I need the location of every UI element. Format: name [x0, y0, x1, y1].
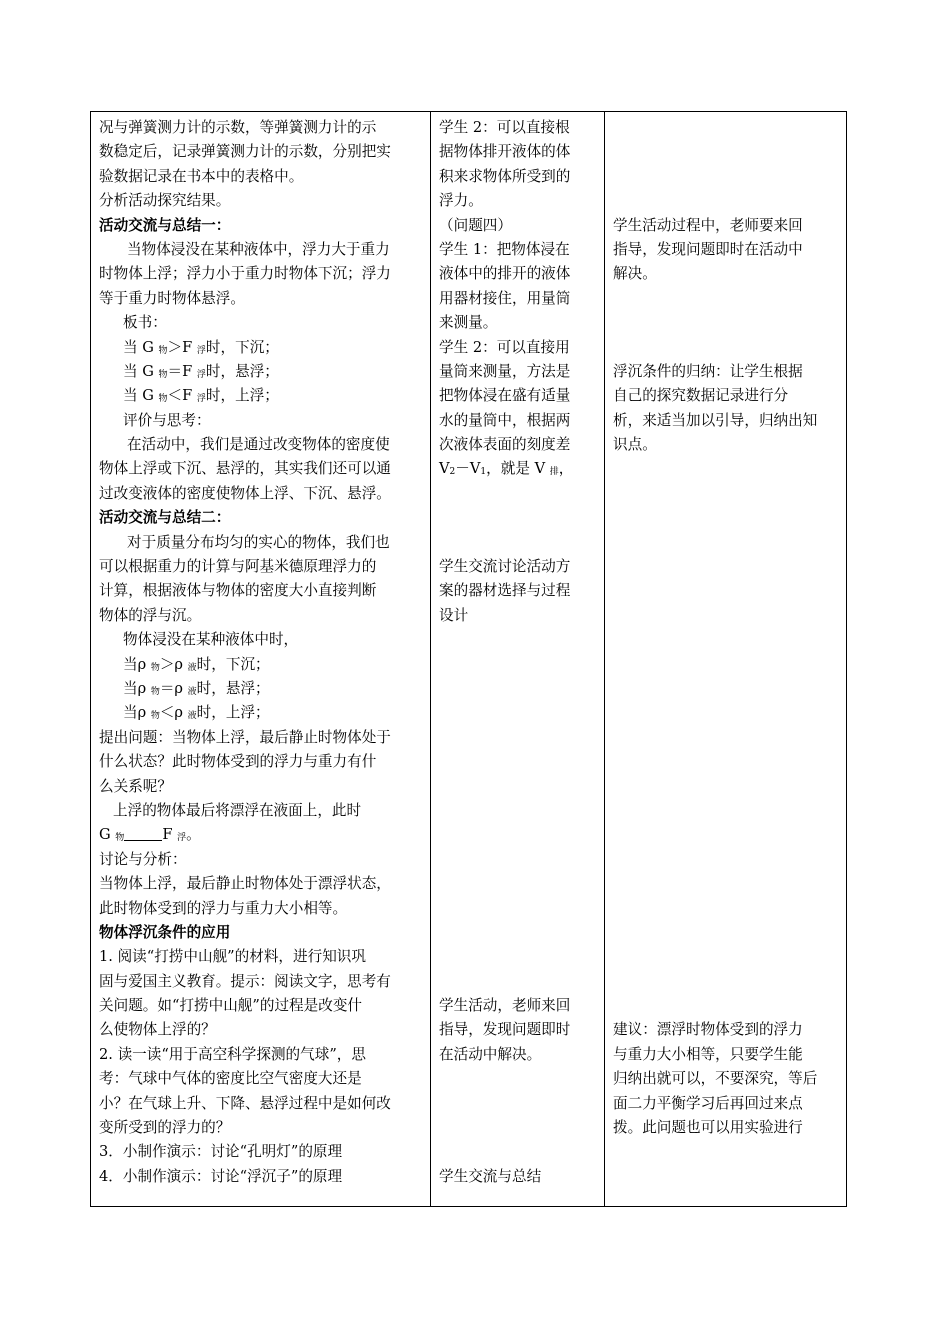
text-line: 此时物体受到的浮力与重力大小相等。 [99, 899, 348, 917]
text-line: 水的量筒中，根据两 [439, 411, 571, 429]
text-line: 过改变液体的密度使物体上浮、下沉、悬浮。 [99, 484, 391, 502]
text-line: 指导，发现问题即时在活动中 [613, 240, 803, 258]
lesson-plan-table [90, 111, 847, 1207]
text-line: 案的器材选择与过程 [439, 582, 571, 600]
text-line: 验数据记录在书本中的表格中。 [99, 167, 304, 185]
text-line: 物体上浮或下沉、悬浮的，其实我们还可以通 [99, 460, 391, 478]
text-line: 浮力。 [439, 192, 483, 210]
text-line: 当物体浸没在某种液体中，浮力大于重力 [127, 240, 390, 258]
section-heading-applications: 物体浮沉条件的应用 [99, 923, 231, 941]
text-line: 自己的探究数据记录进行分 [613, 387, 789, 405]
text-line: （问题四） [439, 216, 512, 234]
text-line: 解决。 [613, 265, 657, 283]
suspend-condition-line: 当 G $_物$＝F $_浮$时，悬浮； [123, 362, 279, 380]
section-heading-summary-two: 活动交流与总结二： [99, 509, 231, 527]
text-line: 析，来适当加以引导，归纳出知 [613, 411, 818, 429]
text-line: 学生活动，老师来回 [439, 997, 571, 1015]
text-line: 归纳出就可以，不要深究，等后 [613, 1070, 818, 1088]
text-line: 提出问题：当物体上浮，最后静止时物体处于 [99, 728, 391, 746]
volume-formula-line: $V_2-V_1$，就是 V $_排$， [439, 460, 574, 478]
section-heading-summary-one: 活动交流与总结一： [99, 216, 231, 234]
text-line: 4．小制作演示：讨论“浮沉子”的原理 [99, 1167, 343, 1185]
teaching-content-column [91, 112, 431, 1206]
text-line: 拨。此问题也可以用实验进行 [613, 1119, 803, 1137]
student-activity-column [431, 112, 605, 1206]
text-line: 学生 2：可以直接根 [439, 119, 570, 136]
text-line: 面二力平衡学习后再回过来点 [613, 1094, 803, 1112]
text-line: 学生交流与总结 [439, 1167, 542, 1185]
text-line: 么关系呢？ [99, 777, 172, 795]
fill-blank-line: G $_物$ F $_浮$。 [99, 826, 201, 844]
text-line: 用器材接住，用量筒 [439, 289, 571, 307]
text-line: 次液体表面的刻度差 [439, 436, 571, 454]
text-line: 指导，发现问题即时 [439, 1021, 571, 1039]
text-line: 可以根据重力的计算与阿基米德原理浮力的 [99, 558, 377, 576]
text-line: 物体的浮与沉。 [99, 606, 202, 624]
density-sink-line: 当ρ $_物$＞ρ $_液$时，下沉； [123, 655, 270, 673]
text-line: 关问题。如“打捞中山舰”的过程是改变什 [99, 997, 363, 1015]
text-line: 对于质量分布均匀的实心的物体，我们也 [127, 533, 390, 551]
text-line: 物体浸没在某种液体中时， [123, 631, 299, 649]
density-suspend-line: 当ρ $_物$＝ρ $_液$时，悬浮； [123, 679, 270, 697]
text-line: 把物体浸在盛有适量 [439, 387, 571, 405]
text-line: 数稳定后，记录弹簧测力计的示数，分别把实 [99, 143, 391, 161]
text-line: 据物体排开液体的体 [439, 143, 571, 161]
text-line: 学生 2：可以直接用 [439, 338, 570, 356]
text-line: 在活动中，我们是通过改变物体的密度使 [127, 436, 390, 454]
text-line: 时物体上浮；浮力小于重力时物体下沉；浮力 [99, 265, 391, 283]
text-line: 分析活动探究结果。 [99, 192, 231, 210]
answer-blank [124, 826, 162, 841]
text-line: 考：气球中气体的密度比空气密度大还是 [99, 1070, 362, 1088]
text-line: 量筒来测量，方法是 [439, 362, 571, 380]
text-line: 上浮的物体最后将漂浮在液面上，此时 [113, 801, 362, 819]
board-writing-label: 板书： [123, 314, 167, 332]
text-line: 液体中的排开的液体 [439, 265, 571, 283]
text-line: 学生活动过程中，老师要来回 [613, 216, 803, 234]
sink-condition-line: 当 G $_物$＞F $_浮$时，下沉； [123, 338, 279, 356]
text-line: 学生 1：把物体浸在 [439, 240, 570, 258]
text-line: 变所受到的浮力的？ [99, 1119, 231, 1137]
text-line: 来测量。 [439, 314, 498, 332]
text-line: 小？在气球上升、下降、悬浮过程中是如何改 [99, 1094, 391, 1112]
text-line: 识点。 [613, 436, 657, 454]
text-line: 2. 读一读“用于高空科学探测的气球”，思 [99, 1045, 366, 1063]
float-condition-line: 当 G $_物$＜F $_浮$时，上浮； [123, 387, 279, 405]
text-line: 积来求物体所受到的 [439, 167, 571, 185]
text-line: 在活动中解决。 [439, 1045, 542, 1063]
evaluation-label: 评价与思考： [123, 411, 211, 429]
text-line: 等于重力时物体悬浮。 [99, 289, 245, 307]
text-line: 况与弹簧测力计的示数，等弹簧测力计的示 [99, 119, 377, 136]
text-line: 讨论与分析： [99, 850, 187, 868]
text-line: 与重力大小相等，只要学生能 [613, 1045, 803, 1063]
text-line: 建议：漂浮时物体受到的浮力 [613, 1021, 803, 1039]
text-line: 设计 [439, 606, 469, 624]
density-float-line: 当ρ $_物$＜ρ $_液$时，上浮； [123, 704, 270, 722]
text-line: 什么状态？此时物体受到的浮力与重力有什 [99, 753, 377, 771]
text-line: 固与爱国主义教育。提示：阅读文字，思考有 [99, 972, 391, 990]
text-line: 1. 阅读“打捞中山舰”的材料，进行知识巩 [99, 948, 366, 966]
text-line: 3．小制作演示：讨论“孔明灯”的原理 [99, 1143, 343, 1161]
text-line: 学生交流讨论活动方 [439, 558, 571, 576]
text-line: 计算，根据液体与物体的密度大小直接判断 [99, 582, 377, 600]
design-intent-column [605, 112, 846, 1206]
text-line: 么使物体上浮的？ [99, 1021, 216, 1039]
text-line: 浮沉条件的归纳：让学生根据 [613, 362, 803, 380]
text-line: 当物体上浮，最后静止时物体处于漂浮状态， [99, 875, 391, 893]
